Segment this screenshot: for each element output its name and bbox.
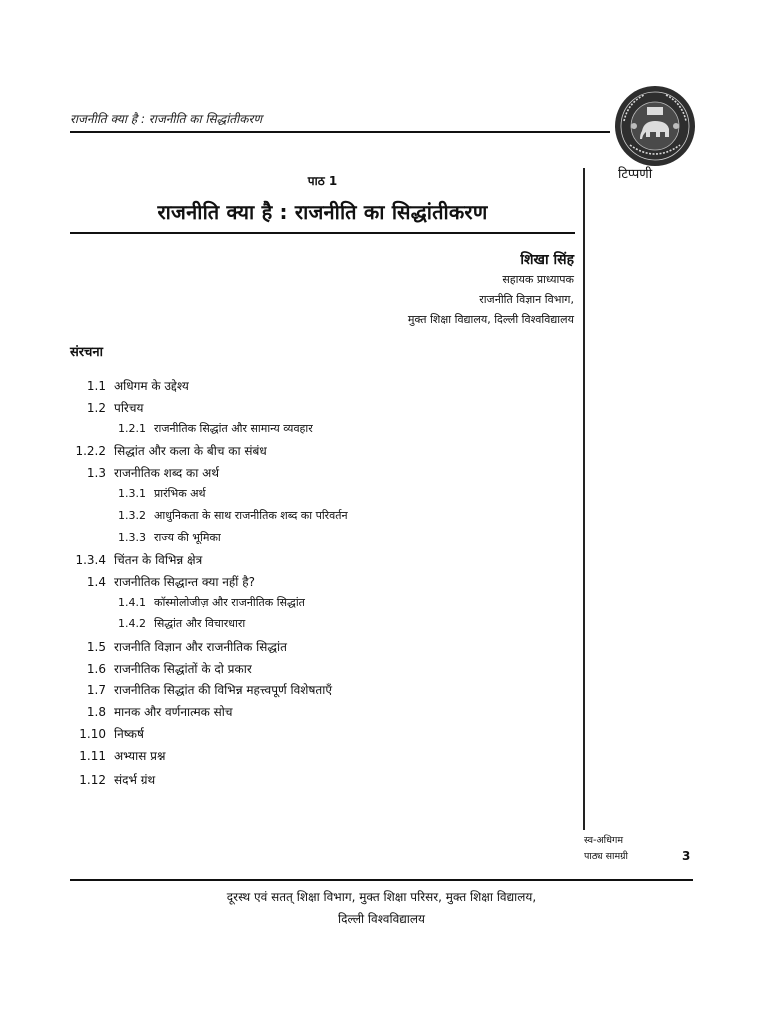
toc-item-number: 1.3.3: [118, 531, 146, 544]
toc-item-text: प्रारंभिक अर्थ: [154, 487, 206, 500]
publisher-line-1: दूरस्थ एवं सतत् शिक्षा विभाग, मुक्त शिक्षा परिसर, मुक्त शिक्षा विद्यालय,: [226, 890, 537, 904]
toc-item-number: 1.4.1: [118, 596, 146, 609]
toc-item-number: 1.11: [79, 749, 106, 763]
toc-item: [70, 573, 255, 590]
toc-item-text: आधुनिकता के साथ राजनीतिक शब्द का परिवर्तन: [154, 509, 348, 522]
toc-item: [70, 660, 252, 677]
toc-item: [112, 616, 245, 631]
toc-item-text: चिंतन के विभिन्न क्षेत्र: [114, 553, 203, 567]
toc-item: [70, 399, 143, 416]
author-department: राजनीति विज्ञान विभाग,: [479, 293, 574, 306]
toc-item-number: 1.7: [86, 683, 106, 697]
toc-item-number: 1.6: [86, 662, 106, 676]
material-line-2: पाठ्य सामग्री: [584, 851, 628, 862]
toc-item-number: 1.5: [86, 640, 106, 654]
toc-item-text: मानक और वर्णनात्मक सोच: [114, 705, 233, 719]
toc-item: [70, 464, 219, 481]
toc-item-number: 1.2.2: [75, 444, 106, 458]
header-rule: [70, 131, 610, 133]
toc-item-text: अधिगम के उद्देश्य: [114, 379, 189, 393]
page-number: 3: [682, 849, 691, 863]
toc-item-number: 1.3.2: [118, 509, 146, 522]
toc-item: [112, 421, 313, 436]
structure-heading: संरचना: [70, 345, 103, 360]
toc-item: [112, 595, 305, 610]
toc-item-number: 1.10: [79, 727, 106, 741]
author-institution: मुक्त शिक्षा विद्यालय, दिल्ली विश्वविद्यालय: [407, 313, 574, 326]
toc-item-text: सिद्धांत और विचारधारा: [154, 617, 246, 630]
publisher-footer: [70, 886, 693, 930]
toc-item-text: अभ्यास प्रश्न: [114, 749, 166, 763]
toc-item-number: 1.1: [86, 379, 106, 393]
toc-item-text: राजनीतिक सिद्धांत की विभिन्न महत्त्वपूर्ण विशेषताएँ: [114, 683, 332, 697]
publisher-line-2: दिल्ली विश्वविद्यालय: [337, 912, 426, 926]
author-name: शिखा सिंह: [520, 252, 574, 268]
toc-item-number: 1.8: [86, 705, 106, 719]
toc-item-text: राजनीतिक शब्द का अर्थ: [114, 466, 219, 480]
toc-item-text: परिचय: [114, 401, 144, 415]
toc-item: [70, 442, 267, 459]
toc-item-text: राजनीतिक सिद्धांतों के दो प्रकार: [114, 662, 252, 676]
toc-item-number: 1.2.1: [118, 422, 146, 435]
toc-item-text: सिद्धांत और कला के बीच का संबंध: [114, 444, 267, 458]
toc-item-number: 1.3.1: [118, 487, 146, 500]
toc-item: [70, 377, 189, 394]
toc-item-text: राज्य की भूमिका: [154, 531, 221, 544]
toc-item: [112, 508, 348, 523]
running-head: राजनीति क्या है : राजनीति का सिद्धांतीकरण: [70, 112, 263, 126]
toc-item-number: 1.4.2: [118, 617, 146, 630]
toc-item-text: राजनीतिक सिद्धान्त क्या नहीं है?: [114, 575, 255, 589]
toc-item: [70, 703, 233, 720]
toc-item: [70, 725, 144, 742]
toc-item-number: 1.12: [79, 773, 106, 787]
margin-note-label: टिप्पणी: [618, 167, 653, 182]
toc-item: [112, 486, 206, 501]
lesson-number: पाठ 1: [307, 174, 338, 188]
material-line-1: स्व-अधिगम: [584, 835, 623, 846]
toc-item-text: राजनीतिक सिद्धांत और सामान्य व्यवहार: [154, 422, 313, 435]
footer-rule: [70, 879, 693, 881]
toc-item-text: निष्कर्ष: [114, 727, 144, 741]
margin-rule: [583, 168, 585, 830]
toc-item: [70, 681, 332, 698]
toc-item-number: 1.4: [86, 575, 106, 589]
toc-item: [70, 747, 165, 764]
toc-item: [70, 771, 155, 788]
university-seal-logo: [614, 85, 696, 167]
toc-item-number: 1.3.4: [75, 553, 106, 567]
chapter-title: राजनीति क्या है : राजनीति का सिद्धांतीकरण: [157, 200, 488, 224]
self-learning-label: [584, 833, 628, 865]
toc-item-text: कॉस्मोलोजीज़ और राजनीतिक सिद्धांत: [154, 596, 305, 609]
toc-item: [70, 551, 202, 568]
toc-item-number: 1.2: [86, 401, 106, 415]
title-rule: [70, 232, 575, 234]
toc-item-text: संदर्भ ग्रंथ: [114, 773, 156, 787]
author-block: [408, 250, 574, 330]
toc-item-number: 1.3: [86, 466, 106, 480]
toc-item-text: राजनीति विज्ञान और राजनीतिक सिद्धांत: [114, 640, 287, 654]
author-designation: सहायक प्राध्यापक: [502, 273, 574, 286]
toc-item: [70, 638, 287, 655]
toc-item: [112, 530, 221, 545]
